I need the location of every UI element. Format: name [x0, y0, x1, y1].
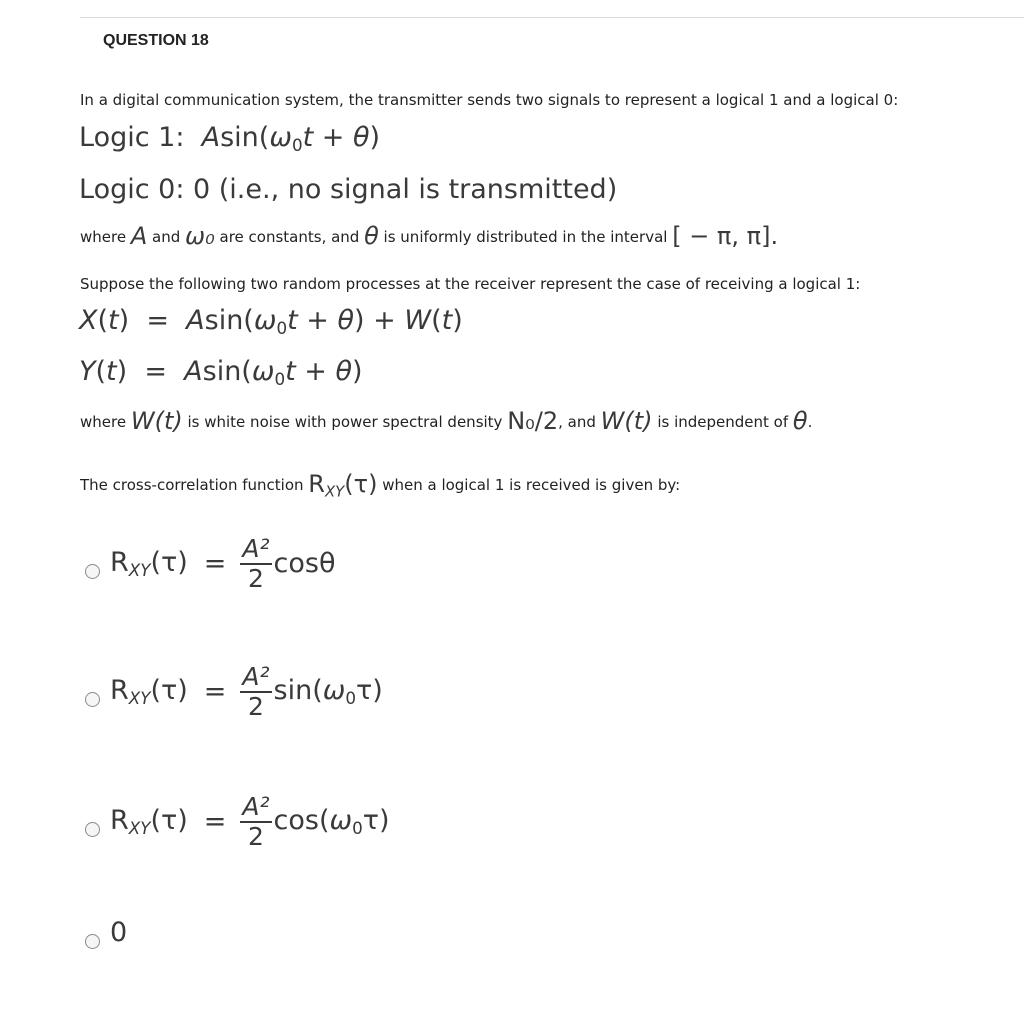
where-text-1: where [80, 228, 131, 246]
symbol-w-t-2: W(t) [600, 407, 653, 435]
equals-sign: = [203, 547, 227, 579]
option-1-lhs: $R_{XY}(\tau)$ [110, 546, 188, 580]
x-equation: $X(t) = Asin(\omega_0t + \theta) + W(t)$ [79, 305, 463, 339]
where-noise-line [80, 407, 812, 435]
numerator: A² [242, 662, 270, 691]
where-text-2: and [147, 228, 186, 246]
numerator: A² [242, 792, 270, 821]
fraction [240, 794, 271, 849]
where2-text-3: , and [558, 413, 601, 431]
where-text-3: are constants, and [214, 228, 365, 246]
option-3-lhs: $R_{XY}(\tau)$ [110, 804, 188, 838]
where2-text-2: is white noise with power spectral density [182, 413, 508, 431]
symbol-w-t: W(t) [130, 407, 183, 435]
symbol-a: A [130, 222, 148, 250]
denominator: 2 [248, 691, 264, 721]
option-4-value: 0 [110, 917, 128, 948]
denominator: 2 [248, 563, 264, 593]
numerator: A² [242, 534, 270, 563]
interval-expression: [ − π, π]. [672, 222, 779, 250]
option-2-lhs: $R_{XY}(\tau)$ [110, 674, 188, 708]
equals-sign: = [203, 805, 227, 837]
answer-option-1[interactable] [85, 536, 335, 591]
where2-text-5: . [807, 413, 813, 431]
symbol-omega0: ω₀ [185, 222, 215, 250]
cross-text-1: The cross-correlation function [80, 476, 309, 494]
logic-1-equation: Logic 1: $Asin(\omega_0t + \theta)$ [79, 122, 381, 156]
fraction [240, 664, 271, 719]
where-text-4: is uniformly distributed in the interval [378, 228, 673, 246]
answer-option-2[interactable] [85, 664, 383, 719]
where2-text-4: is independent of [652, 413, 793, 431]
equals-sign: = [203, 675, 227, 707]
radio-button[interactable] [85, 692, 100, 707]
where-constants-line [80, 222, 778, 250]
y-equation: $Y(t) = Asin(\omega_0t + \theta)$ [79, 356, 363, 390]
option-2-rhs: $\sin(\omega_0\tau)$ [273, 674, 383, 708]
radio-button[interactable] [85, 934, 100, 949]
psd-expression: N₀/2 [507, 407, 559, 435]
option-3-rhs: $\cos(\omega_0\tau)$ [273, 804, 390, 838]
answer-option-3[interactable] [85, 794, 390, 849]
fraction [240, 536, 271, 591]
question-title: QUESTION 18 [103, 32, 209, 49]
logic-0-text: Logic 0: 0 (i.e., no signal is transmitted) [79, 174, 618, 205]
radio-button[interactable] [85, 822, 100, 837]
radio-button[interactable] [85, 564, 100, 579]
cross-correlation-line [80, 470, 680, 500]
intro-text: In a digital communication system, the transmitter sends two signals to represent a logical 1 and a logical 0: [80, 91, 899, 109]
top-divider [80, 17, 1024, 18]
answer-option-4[interactable] [85, 916, 127, 949]
symbol-theta: θ [364, 222, 379, 250]
symbol-theta-2: θ [792, 407, 808, 435]
denominator: 2 [248, 821, 264, 851]
where2-text-1: where [80, 413, 131, 431]
rxy-symbol: $R_{XY}(\tau)$ [308, 470, 378, 501]
option-1-rhs: cosθ [273, 547, 336, 579]
suppose-text: Suppose the following two random processes at the receiver represent the case of receiving a logical 1: [80, 275, 861, 293]
cross-text-2: when a logical 1 is received is given by: [377, 476, 681, 494]
